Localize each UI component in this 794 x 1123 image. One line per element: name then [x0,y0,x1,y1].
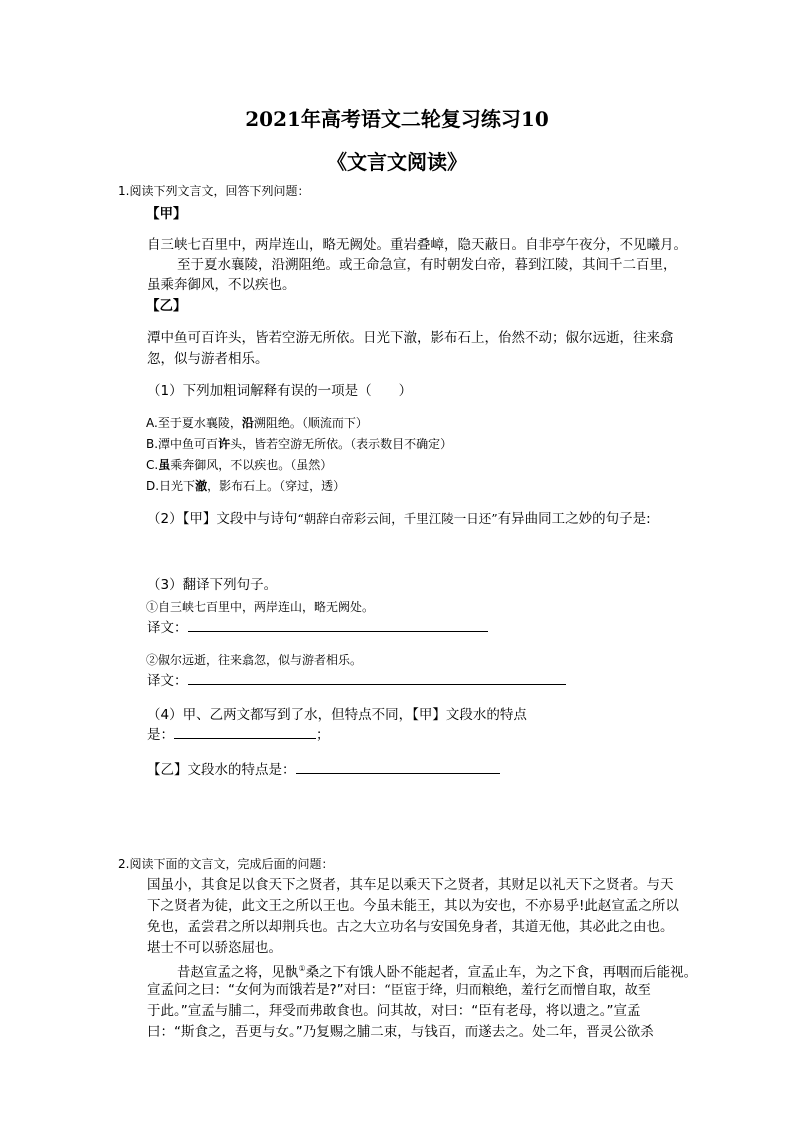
translation-blank[interactable] [188,619,488,632]
option-d [146,477,345,495]
page-subtitle: 《文言文阅读》 [327,150,467,174]
passage-text-serif: “臣宦于绛，归而粮绝，羞行乞而憎自取，故至 [384,983,651,998]
option-bold-word: 澈 [195,479,208,493]
sub-question-2-text: 有异曲同工之妙的句子是: [497,511,651,527]
translation-blank[interactable] [188,672,566,685]
option-bold-word: 虽 [158,458,171,472]
passage-yi-label: 【乙】 [146,298,187,314]
option-text: C. [146,458,159,472]
passage-jia-line: 虽乘奔御风，不以疾也。 [147,277,296,293]
option-text: ，影布石上。（穿过，透） [207,479,346,493]
option-text: B.潭中鱼可百 [146,437,219,451]
passage-line: 免也，孟尝君之所以却荆兵也。古之大立功名与安国免身者，其道无他，其必此之由也。 [147,919,674,935]
poem-quote: “朝辞白帝彩云间，千里江陵一日还” [297,511,498,526]
passage-line: 堪士不可以骄恣屈也。 [147,940,282,956]
option-bold-word: 许 [218,437,231,451]
passage-text: 桑之下有饿人卧不能起者，宣孟止车，为之下食，再咽而后能视。 [305,964,698,981]
option-bold-word: 沿 [241,416,254,430]
footnote-marker: ① [298,964,306,973]
option-b [146,435,452,453]
passage-yi-line: 潭中鱼可百许头，皆若空游无所依。日光下澈，影布石上，佁然不动；俶尔远逝，往来翕 [147,330,674,346]
option-text: 溯阻绝。（顺流而下） [253,416,368,430]
option-text: D.日光下 [146,479,196,493]
passage-yi-line: 忽，似与游者相乐。 [147,351,269,367]
passage-text: 昔赵宣孟之将，见骫 [177,964,299,981]
page-title: 2021年高考语文二轮复习练习10 [245,107,549,131]
translation-label: 译文： [147,620,188,636]
answer-label: 【乙】文段水的特点是： [147,762,296,778]
translation-line-2 [147,672,566,690]
option-text: A.至于夏水襄陵， [146,416,242,430]
passage-jia-label: 【甲】 [146,206,187,222]
passage-line: 国虽小，其食足以食天下之贤者，其车足以乘天下之贤者，其财足以礼天下之贤者。与天 [147,877,674,893]
sub-question-1: （1）下列加粗词解释有误的一项是（ ） [147,383,413,399]
sub-question-4-answer [147,726,330,744]
passage-line [147,981,651,1000]
passage-jia-line: 至于夏水襄陵，沿溯阻绝。或王命急宣，有时朝发白帝，暮到江陵，其间千二百里， [177,257,677,273]
sub-question-2 [147,510,651,528]
passage-text: 宣孟问之曰：“女何为而饿若是?”对曰： [147,982,385,998]
answer-suffix: ； [316,727,330,743]
sub-question-4: （4）甲、乙两文都写到了水，但特点不同，【甲】文段水的特点 [147,707,527,723]
passage-line: 下之贤者为徒，此文王之所以王也。今虽未能王，其以为安也，不亦易乎!此赵宣孟之所以 [147,898,679,914]
passage-line: 曰：“斯食之，吾更与女。”乃复赐之脯二束，与钱百，而遂去之。处二年，晋灵公欲杀 [147,1024,654,1040]
translation-label: 译文： [147,673,188,689]
question-2-heading: 2.阅读下面的文言文，完成后面的问题： [118,857,334,871]
answer-blank-yi[interactable] [296,761,500,774]
answer-label: 是： [147,727,174,743]
option-c [146,456,332,474]
sub-question-3: （3）翻译下列句子。 [147,577,278,593]
passage-jia-line: 自三峡七百里中，两岸连山，略无阙处。重岩叠嶂，隐天蔽日。自非亭午夜分，不见曦月。 [147,237,687,253]
translation-line-1 [147,619,488,637]
translate-sentence-1: ①自三峡七百里中，两岸连山，略无阙处。 [146,600,375,614]
passage-line: 于此。”宣孟与脯二，拜受而弗敢食也。问其故，对曰：“臣有老母，将以遗之。”宣孟 [147,1003,641,1019]
answer-blank-jia[interactable] [174,726,316,739]
translate-sentence-2: ②俶尔远逝，往来翕忽，似与游者相乐。 [146,653,363,667]
sub-question-2-text: （2）【甲】文段中与诗句 [147,511,298,527]
option-text: 乘奔御风，不以疾也。（虽然） [170,458,333,472]
sub-question-4-yi [147,761,500,779]
passage-line [177,960,697,982]
option-a [146,414,368,432]
question-1-heading: 1.阅读下列文言文，回答下列问题： [118,184,310,198]
option-text: 头，皆若空游无所依。（表示数目不确定） [230,437,453,451]
